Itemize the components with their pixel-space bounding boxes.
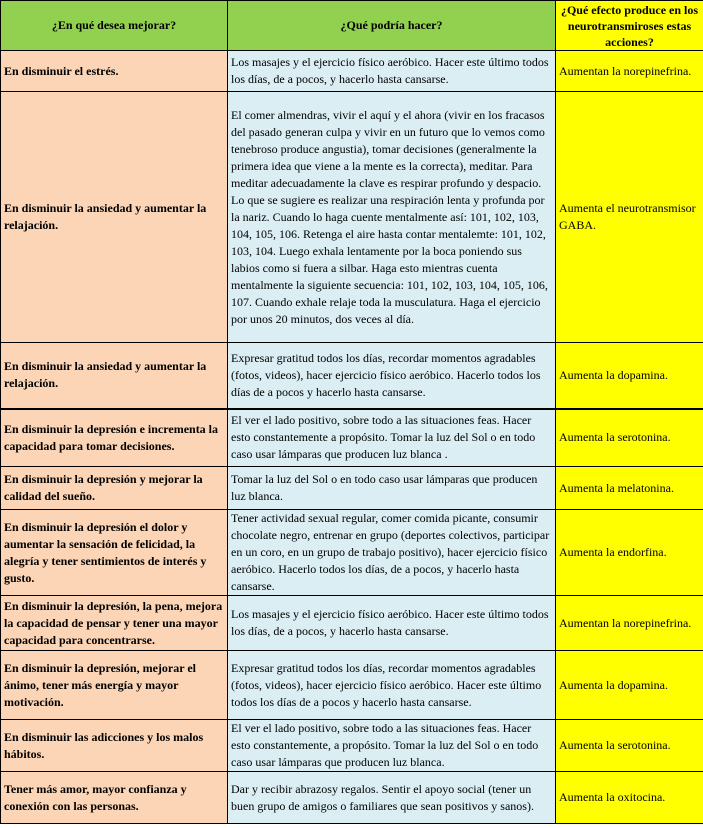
goal-cell: En disminuir la depresión y mejorar la calidad del sueño.: [1, 467, 228, 510]
effect-cell: Aumenta la serotonina.: [556, 409, 703, 467]
effect-cell: Aumenta la oxitocina.: [556, 772, 703, 824]
table-row: [1, 51, 703, 92]
table-row: [1, 596, 703, 651]
goal-cell: Tener más amor, mayor confianza y conexión con las personas.: [1, 772, 228, 824]
table-row: [1, 467, 703, 510]
action-cell: Expresar gratitud todos los días, recordar momentos agradables (fotos, videos), hacer ejercicio físico aeróbico. Hacerlo todos los días de a pocos y hacerlo hasta cansarse.: [228, 343, 556, 409]
goal-cell: En disminuir la depresión el dolor y aumentar la sensación de felicidad, la alegría y tener sentimientos de interés y gusto.: [1, 510, 228, 596]
action-cell: Los masajes y el ejercicio físico aeróbico. Hacer este último todos los días, de a pocos, y hacerlo hasta cansarse.: [228, 51, 556, 92]
action-cell: El ver el lado positivo, sobre todo a las situaciones feas. Hacer esto constantemente, a propósito. Tomar la luz del Sol o en todo caso usar lámparas que producen luz blanca.: [228, 720, 556, 772]
goal-cell: En disminuir el estrés.: [1, 51, 228, 92]
goal-cell: En disminuir la depresión, la pena, mejora la capacidad de pensar y tener una mayor capacidad para concentrarse.: [1, 596, 228, 651]
effect-cell: Aumenta la endorfina.: [556, 510, 703, 596]
table-row: [1, 720, 703, 772]
header-effect: ¿Qué efecto produce en los neurotransmiroses estas acciones?: [556, 1, 703, 51]
goal-cell: En disminuir las adicciones y los malos hábitos.: [1, 720, 228, 772]
effect-cell: Aumentan la norepinefrina.: [556, 596, 703, 651]
goal-cell: En disminuir la ansiedad y aumentar la relajación.: [1, 343, 228, 409]
action-cell: Expresar gratitud todos los días, recordar momentos agradables (fotos, videos), hacer ejercicio físico aeróbico. Hacer este último todos los días de a pocos y hacerlo hasta cansarse.: [228, 651, 556, 720]
action-cell: Dar y recibir abrazosy regalos. Sentir el apoyo social (tener un buen grupo de amigos o familiares que sean positivos y sanos).: [228, 772, 556, 824]
header-goal: ¿En qué desea mejorar?: [1, 1, 228, 51]
effect-cell: Aumenta la dopamina.: [556, 343, 703, 409]
header-row: [1, 1, 703, 51]
action-cell: Tomar la luz del Sol o en todo caso usar lámparas que producen luz blanca.: [228, 467, 556, 510]
table-row: [1, 510, 703, 596]
effect-cell: Aumentan la norepinefrina.: [556, 51, 703, 92]
action-cell: El ver el lado positivo, sobre todo a las situaciones feas. Hacer esto constantemente a propósito. Tomar la luz del Sol o en todo caso usar lámparas que producen luz blanca .: [228, 409, 556, 467]
table-row: [1, 651, 703, 720]
goal-cell: En disminuir la depresión, mejorar el ánimo, tener más energía y mayor motivación.: [1, 651, 228, 720]
effect-cell: Aumenta la melatonina.: [556, 467, 703, 510]
action-cell: El comer almendras, vivir el aquí y el ahora (vivir en los fracasos del pasado generan culpa y vivir en un futuro que lo vemos como tenebroso produce angustia), tomar decisiones (generalmente la primera idea que viene a la mente es la correcta), meditar. Para meditar adecuadamente la clave es respirar profundo y despacio. Lo que se sugiere es realizar una respiración lenta y profunda por la nariz. Cuando lo haga cuente mentalmente así: 101, 102, 103, 104, 105, 106. Retenga el aire hasta contar mentalemte: 101, 102, 103, 104. Luego exhala lentamente por la boca poniendo sus labios como si fuera a silbar. Haga esto mientras cuenta mentalmente la siguiente secuencia: 101, 102, 103, 104, 105, 106, 107. Cuando exhale relaje toda la musculatura. Haga el ejercicio por unos 20 minutos, dos veces al día.: [228, 92, 556, 343]
table-row: [1, 409, 703, 467]
action-cell: Los masajes y el ejercicio físico aeróbico. Hacer este último todos los días, de a pocos, y hacerlo hasta cansarse.: [228, 596, 556, 651]
table-row: [1, 772, 703, 824]
action-cell: Tener actividad sexual regular, comer comida picante, consumir chocolate negro, entrenar en grupo (deportes colectivos, participar en un coro, en un grupo de trabajo positivo), hacer ejercicio físico aeróbico. Hacerlo todos los días, de a pocos, y hacerlo hasta cansarse.: [228, 510, 556, 596]
table-row: [1, 343, 703, 409]
table-row: [1, 92, 703, 343]
goal-cell: En disminuir la depresión e incrementa la capacidad para tomar decisiones.: [1, 409, 228, 467]
header-action: ¿Qué podría hacer?: [228, 1, 556, 51]
effect-cell: Aumenta el neurotransmisor GABA.: [556, 92, 703, 343]
effect-cell: Aumenta la dopamina.: [556, 651, 703, 720]
goal-cell: En disminuir la ansiedad y aumentar la relajación.: [1, 92, 228, 343]
effect-cell: Aumenta la serotonina.: [556, 720, 703, 772]
